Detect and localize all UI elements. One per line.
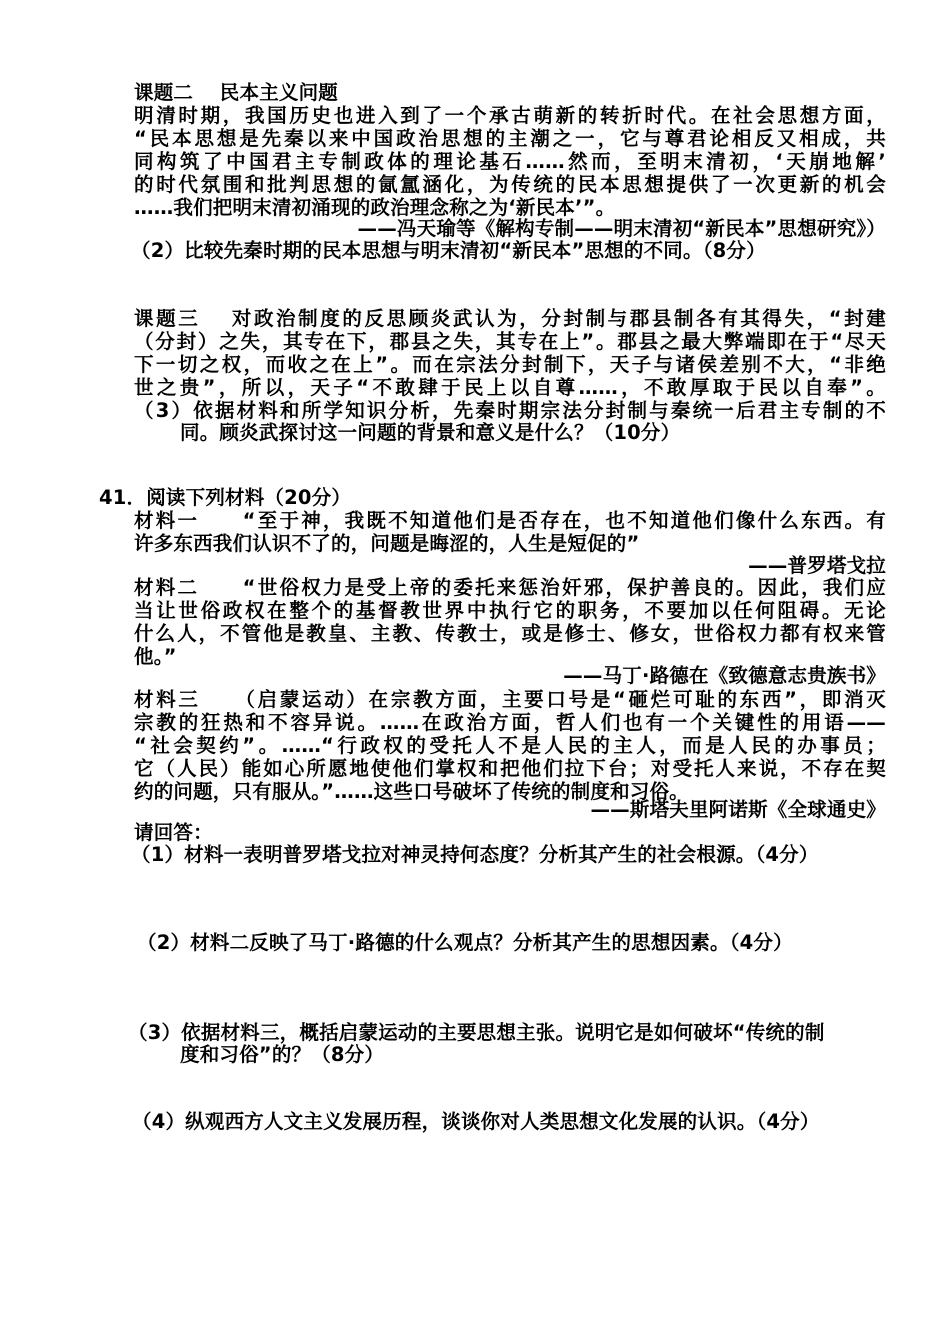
topic2-line-1: 明清时期，我国历史也进入到了一个承古萌新的转折时代。在社会思想方面， — [134, 104, 886, 127]
topic2-line-4: 的时代氛围和批判思想的氤氲涵化，为传统的民本思想提供了一次更新的机会 — [134, 173, 886, 196]
answer-prompt: 请回答： — [134, 821, 213, 844]
q41-heading: 41．阅读下列材料（20分） — [99, 486, 352, 509]
material3-line-3: “社会契约”。……“行政权的受托人不是人民的主人，而是人民的办事员； — [134, 734, 886, 757]
topic2-line-3: 同构筑了中国君主专制政体的理论基石……然而，至明末清初，‘天崩地解’ — [134, 150, 886, 173]
material1-line-1: 材料一 “至于神，我既不知道他们是否存在，也不知道他们像什么东西。有 — [134, 509, 886, 532]
material1-source: ——普罗塔戈拉 — [748, 554, 886, 577]
topic3-line-3: 下一切之权，而收之在上”。而在宗法分封制下，天子与诸侯差别不大，“非绝 — [134, 353, 886, 376]
topic2-source: ——冯天瑜等《解构专制——明末清初“新民本”思想研究》） — [357, 217, 886, 240]
topic3-line-1: 课题三 对政治制度的反思顾炎武认为，分封制与郡县制各有其得失，“封建 — [134, 307, 886, 330]
material2-line-4: 他。” — [134, 645, 177, 668]
topic2-line-2: “民本思想是先秦以来中国政治思想的主潮之一，它与尊君论相反又相成，共 — [134, 127, 886, 150]
material3-line-5: 约的问题，只有服从。”……这些口号破坏了传统的制度和习俗。 — [134, 780, 689, 803]
topic3-line-4: 世之贵”，所以，天子“不敢肆于民上以自尊……，不敢厚取于民以自奉”。 — [134, 376, 886, 399]
topic3-question-line-1: （3）依据材料和所学知识分析，先秦时期宗法分封制与秦统一后君主专制的不 — [134, 399, 886, 422]
material2-source: ——马丁·路德在《致德意志贵族书》 — [563, 664, 886, 687]
material3-line-2: 宗教的狂热和不容异说。……在政治方面，哲人们也有一个关键性的用语—— — [134, 711, 886, 734]
question-1: （1）材料一表明普罗塔戈拉对神灵持何态度？分析其产生的社会根源。（4分） — [131, 843, 819, 866]
material3-line-1: 材料三 （启蒙运动）在宗教方面，主要口号是“砸烂可耻的东西”，即消灭 — [134, 688, 886, 711]
question-3-line-2: 度和习俗”的？（8分） — [180, 1043, 385, 1066]
material3-source: ——斯塔夫里阿诺斯《全球通史》 — [590, 798, 886, 821]
material2-line-1: 材料二 “世俗权力是受上帝的委托来惩治奸邪，保护善良的。因此，我们应 — [134, 576, 886, 599]
question-2: （2）材料二反映了马丁·路德的什么观点？分析其产生的思想因素。（4分） — [137, 931, 793, 954]
question-4: （4）纵观西方人文主义发展历程，谈谈你对人类思想文化发展的认识。（4分） — [132, 1110, 820, 1133]
topic2-line-5: ……我们把明末清初涌现的政治理念称之为‘新民本’”。 — [134, 196, 616, 219]
topic3-question-line-2: 同。顾炎武探讨这一问题的背景和意义是什么？（10分） — [180, 421, 681, 444]
material2-line-2: 当让世俗政权在整个的基督教世界中执行它的职务，不要加以任何阻碍。无论 — [134, 599, 886, 622]
topic2-heading: 课题二 民本主义问题 — [134, 81, 338, 104]
topic3-line-2: （分封）之失，其专在下，郡县之失，其专在上”。郡县之最大弊端即在于“尽天 — [134, 330, 886, 353]
material3-line-4: 它（人民）能如心所愿地使他们掌权和把他们拉下台；对受托人来说，不存在契 — [134, 757, 886, 780]
material1-line-2: 许多东西我们认识不了的，问题是晦涩的，人生是短促的” — [134, 532, 640, 555]
topic2-question: （2）比较先秦时期的民本思想与明末清初“新民本”思想的不同。（8分） — [131, 239, 766, 262]
question-3-line-1: （3）依据材料三，概括启蒙运动的主要思想主张。说明它是如何破坏“传统的制 — [128, 1021, 825, 1044]
material2-line-3: 什么人，不管他是教皇、主教、传教士，或是修士、修女，世俗权力都有权来管 — [134, 622, 886, 645]
